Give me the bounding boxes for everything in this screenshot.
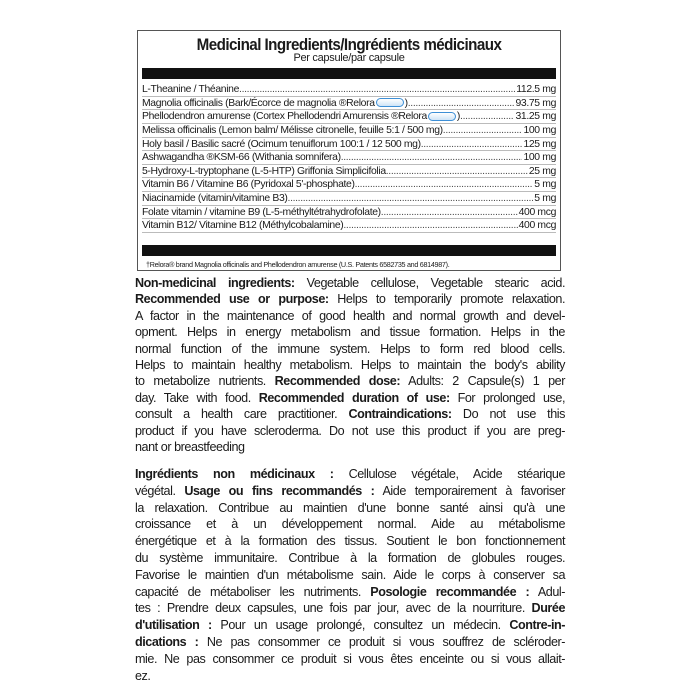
french-text [135, 466, 565, 684]
section-heading: Contre-in- [509, 618, 565, 633]
medicinal-ingredients-panel [137, 30, 561, 271]
section-heading: Posologie recommandée : [370, 584, 530, 599]
body-text: opment. Helps in energy metabolism and tissue formation. Helps in the [135, 325, 565, 340]
text-line [135, 341, 565, 357]
body-text: day. Take with food. [135, 390, 259, 405]
ingredient-name: Magnolia officinalis (Bark/Écorce de magnolia ®Relora ) [142, 97, 408, 109]
ingredient-row [142, 110, 556, 124]
body-text: du système immunitaire. Contribue à la formation de globules rouges. [135, 550, 565, 565]
body-text: Adults: 2 Capsule(s) 1 per [400, 374, 565, 389]
dot-leader [343, 219, 517, 232]
body-text: Vegetable cellulose, Vegetable stearic acid. [294, 276, 566, 290]
body-text: Pour un usage prolongé, consultez un médecin. [211, 618, 510, 633]
ingredient-amount: 400 mcg [518, 206, 556, 218]
body-text: A factor in the maintenance of good health and normal growth and devel- [135, 308, 565, 323]
text-line [135, 406, 565, 422]
body-text: normal function of the immune system. Helps to form red blood cells. [135, 341, 565, 356]
text-line [135, 651, 565, 668]
ingredient-name: Holy basil / Basilic sacré (Ocimum tenuiflorum 100:1 / 12 500 mg) [142, 138, 421, 150]
text-line [135, 516, 565, 533]
dot-leader [381, 206, 518, 219]
ingredient-row [142, 124, 556, 138]
ingredient-row [142, 151, 556, 165]
text-line [135, 308, 565, 324]
body-text: énergétique et à la formation des tissus. Soutient le bon fonctionnement [135, 534, 565, 549]
ingredient-row [142, 178, 556, 192]
dot-leader [288, 192, 534, 205]
ingredient-name: 5-Hydroxy-L-tryptophane (L-5-HTP) Griffonia Simplicifolia [142, 165, 386, 177]
body-text: Ne pas consommer ce produit si vous souffrez de scléroder- [198, 634, 566, 649]
relora-logo-icon [376, 98, 404, 107]
body-text: Helps to maintain healthy metabolism. Helps to maintain the body's ability [135, 357, 565, 372]
dot-leader [443, 124, 523, 137]
body-text: Adul- [529, 584, 565, 599]
body-text: product if you have scleroderma. Do not use this product if you are preg- [135, 423, 565, 438]
section-heading: Ingrédients non médicinaux : [135, 467, 334, 481]
text-line [135, 275, 565, 291]
relora-logo-icon [428, 112, 456, 121]
ingredient-amount: 400 mcg [518, 220, 556, 232]
body-text: végétal. [135, 483, 185, 498]
text-line [135, 533, 565, 550]
section-heading: dications : [135, 634, 199, 649]
body-text: Favorise le maintien d'un métabolisme sain. Aide le corps à conserver sa [135, 567, 565, 582]
footer-divider-bar [142, 245, 556, 256]
ingredient-row [142, 206, 556, 220]
text-line [135, 567, 565, 584]
ingredient-list [142, 83, 556, 233]
ingredient-amount: 112.5 mg [516, 84, 556, 95]
text-line [135, 584, 565, 601]
body-text: Helps to temporarily promote relaxation. [328, 292, 565, 307]
text-line [135, 617, 565, 634]
body-text: Cellulose végétale, Acide stéarique [333, 467, 565, 481]
section-heading: d'utilisation : [135, 618, 212, 633]
body-text: For prolonged use, [449, 390, 565, 405]
text-line [135, 500, 565, 517]
header-divider-bar [142, 68, 556, 79]
ingredient-row [142, 138, 556, 152]
ingredient-name: Vitamin B6 / Vitamine B6 (Pyridoxal 5'-phosphate) [142, 179, 355, 191]
body-text: croissance et à un développement normal. Aide au métabolisme [135, 517, 565, 532]
body-text: Aide temporairement à favoriser [374, 483, 565, 498]
body-text: to metabolize nutrients. [135, 374, 275, 389]
ingredient-name: Niacinamide (vitamin/vitamine B3) [142, 193, 288, 205]
dot-leader [355, 178, 534, 191]
section-heading: Recommended use or purpose: [135, 292, 329, 307]
ingredient-name: Melissa officinalis (Lemon balm/ Mélisse citronelle, feuille 5:1 / 500 mg) [142, 124, 443, 136]
ingredient-amount: 100 mg [523, 124, 556, 136]
text-line [135, 550, 565, 567]
body-text: ez. [135, 668, 151, 683]
ingredient-amount: 125 mg [523, 138, 556, 150]
section-heading: Durée [531, 601, 565, 616]
text-line [135, 423, 565, 439]
ingredient-amount: 5 mg [534, 193, 556, 205]
footnote: †Relora® brand Magnolia officinalis and Phellodendron amurense (U.S. Patents 6582735 and 6814987). [146, 260, 450, 269]
dot-leader [460, 110, 514, 123]
ingredient-name: Folate vitamin / vitamine B9 (L-5-méthyltétrahydrofolate) [142, 206, 381, 218]
body-text: tes : Prendre deux capsules, une fois par jour, avec de la nourriture. [135, 601, 532, 616]
body-text: la relaxation. Contribue au maintien d'une bonne santé ainsi qu'à une [135, 500, 565, 515]
section-heading: Recommended duration of use: [258, 390, 450, 405]
dot-leader [341, 151, 523, 164]
body-text: consult a health care practitioner. [135, 407, 349, 422]
dot-leader [408, 97, 515, 110]
text-line [135, 390, 565, 406]
body-text: capacité de métaboliser les nutriments. [135, 584, 371, 599]
ingredient-row [142, 97, 556, 111]
dot-leader [239, 83, 515, 96]
ingredient-name: L-Theanine / Théanine [142, 84, 240, 95]
dot-leader [386, 165, 528, 178]
section-heading: Contraindications: [348, 407, 452, 422]
body-text: mie. Ne pas consommer ce produit si vous êtes enceinte ou si vous allait- [135, 651, 565, 666]
panel-subtitle: Per capsule/par capsule [293, 52, 405, 64]
ingredient-row [142, 165, 556, 179]
section-heading: Non-medicinal ingredients: [135, 276, 295, 290]
ingredient-amount: 100 mg [523, 152, 556, 164]
text-line [135, 439, 565, 455]
text-line [135, 600, 565, 617]
ingredient-row [142, 83, 556, 97]
ingredient-name: Phellodendron amurense (Cortex Phellodendri Amurensis ®Relora ) [142, 111, 461, 123]
text-line [135, 324, 565, 340]
ingredient-name: Ashwagandha ®KSM-66 (Withania somnifera) [142, 152, 341, 164]
text-line [135, 668, 565, 685]
text-line [135, 634, 565, 651]
ingredient-amount: 93.75 mg [515, 97, 556, 109]
text-line [135, 357, 565, 373]
ingredient-amount: 25 mg [528, 165, 556, 177]
ingredient-row [142, 219, 556, 233]
ingredient-row [142, 192, 556, 206]
ingredient-amount: 31.25 mg [515, 111, 556, 123]
section-heading: Usage ou fins recommandés : [184, 483, 375, 498]
ingredient-name: Vitamin B12/ Vitamine B12 (Méthylcobalamine) [142, 220, 344, 232]
text-line [135, 483, 565, 500]
ingredient-amount: 5 mg [534, 179, 556, 191]
english-text [135, 275, 565, 455]
panel-title: Medicinal Ingredients/Ingrédients médicinaux [196, 36, 502, 54]
body-text: nant or breastfeeding [135, 439, 245, 454]
dot-leader [421, 138, 523, 151]
section-heading: Recommended dose: [274, 374, 401, 389]
text-line [135, 466, 565, 483]
text-line [135, 291, 565, 307]
text-line [135, 373, 565, 389]
body-text: Do not use this [451, 407, 565, 422]
